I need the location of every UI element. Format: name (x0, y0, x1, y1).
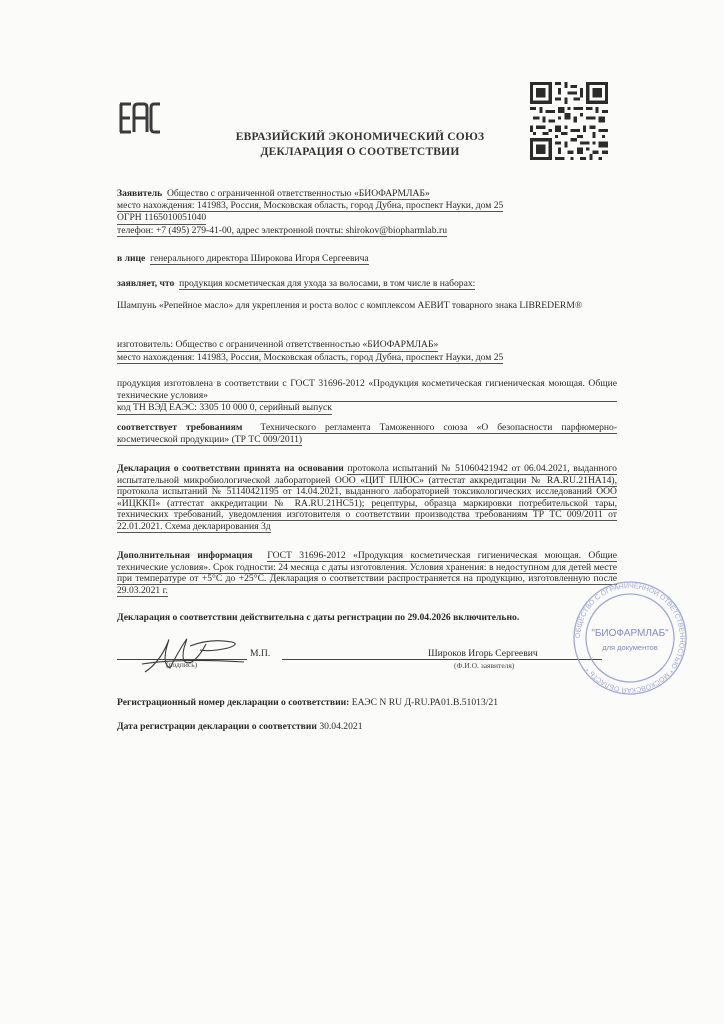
compliance-label: соответствует требованиям (117, 422, 243, 433)
registration-number-label: Регистрационный номер декларации о соответствии: (117, 697, 350, 708)
basis-block (117, 463, 617, 533)
declares-text: продукция косметическая для ухода за волосами, в том числе в наборах: (179, 278, 476, 289)
production-text: продукция изготовлена в соответствии с ГОСТ 31696-2012 «Продукция косметическая гигиеническая моющая. Общие технические условия» (117, 378, 617, 401)
applicant-ogrn: ОГРН 1165010051040 (117, 212, 207, 224)
stamp-main-text: "БИОФАРМЛАБ" (591, 628, 669, 639)
signer-name: Широков Игорь Сергеевич (428, 648, 538, 659)
basis-label: Декларация о соответствии принята на основании (117, 463, 344, 474)
title-declaration: ДЕКЛАРАЦИЯ О СООТВЕТСТВИИ (260, 146, 460, 158)
compliance-block (117, 422, 617, 445)
representative-text: генерального директора Широкова Игоря Сергеевича (150, 253, 369, 264)
validity-block (117, 612, 617, 624)
title-union: ЕВРАЗИЙСКИЙ ЭКОНОМИЧЕСКИЙ СОЮЗ (235, 131, 485, 143)
declares-label: заявляет, что (117, 278, 175, 289)
representative-label: в лице (117, 253, 146, 264)
applicant-block (117, 188, 617, 237)
applicant-address: место нахождения: 141983, Россия, Московская область, город Дубна, проспект Науки, дом 25 (117, 199, 504, 211)
registration-number-block (117, 697, 617, 709)
stamp-place-label: М.П. (250, 648, 271, 659)
basis-text: протокола испытаний № 51060421942 от 06.04.2021, выданного испытательной микробиологической лабораторией ООО «ЦИТ ПЛЮС» (аттестат аккредитации № RA.RU.21НА14), протокола испытаний № 51140421195 от 14.04.2021, выданного лабораторией токсикологических исследований ООО «ИЦККП» (аттестат аккредитации № RA.RU.21НС51); рецептуры, образца маркировки потребительской тары, технических требований, уведомления изготовителя о соответствии производства требованиям ТР ТС 009/2011 от 22.01.2021. Схема декларирования 3д (117, 463, 617, 532)
applicant-contacts: телефон: +7 (495) 279-41-00, адрес электронной почты: shirokov@biopharmlab.ru (117, 224, 447, 236)
additional-text: ГОСТ 31696-2012 «Продукция косметическая гигиеническая моющая. Общие технические условия». Срок годности: 24 месяца с даты изготовления. Условия хранения: в недоступном для детей месте при температуре от +5°С до +25°С. Декларация о соответствии распространяется на продукцию, изготовленную после 29.03.2021 г. (117, 550, 617, 596)
production-block (117, 378, 617, 415)
manufacturer-text: изготовитель: Общество с ограниченной ответственностью «БИОФАРМЛАБ» (117, 339, 439, 350)
production-code: код ТН ВЭД ЕАЭС: 3305 10 000 0, серийный выпуск (117, 402, 332, 414)
additional-block (117, 550, 617, 596)
compliance-text: Технического регламента Таможенного союза «О безопасности парфюмерно-косметической продукции» (ТР ТС 009/2011) (117, 422, 618, 445)
applicant-label: Заявитель (117, 188, 163, 199)
product-block (117, 300, 607, 312)
validity-text: Декларация о соответствии действительна с даты регистрации по 29.04.2026 включительно. (117, 612, 520, 623)
svg-text:ОБЩЕСТВО С ОГРАНИЧЕННОЙ ОТВЕТС: ОБЩЕСТВО С ОГРАНИЧЕННОЙ ОТВЕТСТВЕННОСТЬЮ * МОСКОВСКАЯ ОБЛАСТЬ * (574, 582, 686, 694)
name-line (282, 659, 602, 660)
declares-block (117, 278, 617, 290)
fio-caption: (Ф.И.О. заявителя) (454, 661, 515, 670)
handwritten-signature (140, 632, 250, 680)
company-stamp (570, 578, 690, 698)
registration-date-label: Дата регистрации декларации о соответствии (117, 721, 317, 732)
stamp-sub-text: для документов (602, 643, 658, 652)
manufacturer-address: место нахождения: 141983, Россия, Московская область, город Дубна, проспект Науки, дом 25 (117, 351, 504, 363)
representative-block (117, 253, 617, 265)
registration-date: 30.04.2021 (319, 721, 363, 732)
signature-caption: (подпись) (166, 660, 198, 669)
registration-date-block (117, 721, 617, 733)
product-text: Шампунь «Репейное масло» для укрепления и роста волос с комплексом АЕВИТ товарного знака LIBREDERM® (117, 300, 583, 311)
additional-label: Дополнительная информация (117, 550, 253, 561)
applicant-name: Общество с ограниченной ответственностью «БИОФАРМЛАБ» (166, 188, 430, 199)
registration-number: ЕАЭС N RU Д-RU.РА01.В.51013/21 (351, 697, 499, 708)
manufacturer-block (117, 339, 617, 364)
document-title (150, 130, 570, 160)
